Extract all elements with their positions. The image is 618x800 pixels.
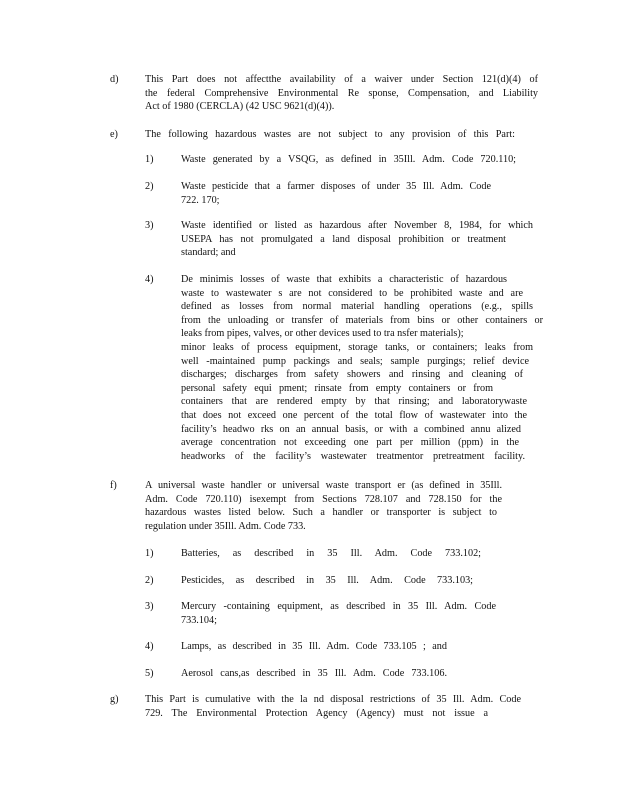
subitem-text	[181, 180, 491, 207]
subitem-text	[181, 667, 447, 681]
text-line: regulation under 35Ill. Adm. Code 733.	[145, 520, 306, 532]
subitem-label: 2)	[145, 575, 154, 586]
subitem-label: 5)	[145, 668, 154, 679]
text-line: Adm. Code 720.110) isexempt from Sections 728.107 and 728.150 for the	[145, 493, 502, 505]
subitem-label: 4)	[145, 641, 154, 652]
subitem-text	[181, 574, 473, 588]
text-line: the federal Comprehensive Environmental Re sponse, Compensation, and Liability	[145, 87, 538, 99]
text-line: Aerosol cans,as described in 35 Ill. Adm. Code 733.106.	[181, 668, 447, 679]
paragraph-label: f)	[110, 480, 117, 491]
text-line: leaks from pipes, valves, or other devices used to tra nsfer materials);	[181, 328, 464, 340]
text-line: Waste generated by a VSQG, as defined in 35Ill. Adm. Code 720.110;	[181, 154, 516, 165]
text-line: A universal waste handler or universal waste transport er (as defined in 35Ill.	[145, 480, 502, 491]
paragraph-text	[145, 128, 515, 142]
text-line: headworks of the facility’s wastewater treatmentor pretreatment facility.	[181, 450, 525, 462]
text-line: hazardous wastes listed below. Such a handler or transporter is subject to	[145, 507, 497, 519]
text-line: 733.104;	[181, 614, 217, 626]
subitem-text	[181, 547, 481, 561]
text-line: Pesticides, as described in 35 Ill. Adm. Code 733.103;	[181, 575, 473, 586]
text-line: average concentration not exceeding one part per million (ppm) in the	[181, 437, 519, 449]
paragraph-text	[145, 73, 538, 114]
subitem-text	[181, 153, 516, 167]
subitem-text	[181, 273, 543, 463]
text-line: Waste identified or listed as hazardous after November 8, 1984, for which	[181, 220, 533, 231]
subitem-label: 1)	[145, 154, 154, 165]
text-line: De minimis losses of waste that exhibits a characteristic of hazardous	[181, 274, 507, 285]
text-line: 729. The Environmental Protection Agency (Agency) must not issue a	[145, 707, 488, 719]
text-line: Act of 1980 (CERCLA) (42 USC 9621(d)(4)).	[145, 101, 335, 113]
text-line: Lamps, as described in 35 Ill. Adm. Code 733.105 ; and	[181, 641, 447, 652]
text-line: that does not exceed one percent of the total flow of wastewater into the	[181, 409, 527, 421]
text-line: Waste pesticide that a farmer disposes of under 35 Ill. Adm. Code	[181, 181, 491, 192]
text-line: The following hazardous wastes are not subject to any provision of this Part:	[145, 129, 515, 140]
subitem-text	[181, 640, 447, 654]
text-line: discharges; discharges from safety showers and rinsing and cleaning of	[181, 369, 523, 381]
text-line: waste to wastewater s are not considered to be prohibited waste and are	[181, 287, 523, 299]
subitem-label: 2)	[145, 181, 154, 192]
text-line: minor leaks of process equipment, storage tanks, or containers; leaks from	[181, 341, 533, 353]
text-line: USEPA has not promulgated a land disposal prohibition or treatment	[181, 233, 506, 245]
text-line: standard; and	[181, 247, 236, 259]
subitem-text	[181, 219, 533, 260]
subitem-label: 3)	[145, 220, 154, 231]
text-line: containers that are rendered empty by that rinsing; and laboratorywaste	[181, 396, 527, 408]
paragraph-label: g)	[110, 694, 119, 705]
paragraph-text	[145, 479, 502, 533]
text-line: personal safety equi pment; rinsate from empty containers or from	[181, 382, 493, 394]
text-line: from the unloading or transfer of materials from bins or other containers or	[181, 314, 543, 326]
text-line: defined as losses from normal material handling operations (e.g., spills	[181, 301, 533, 313]
text-line: This Part does not affectthe availability of a waiver under Section 121(d)(4) of	[145, 74, 538, 85]
text-line: This Part is cumulative with the la nd disposal restrictions of 35 Ill. Adm. Code	[145, 694, 521, 705]
text-line: 722. 170;	[181, 194, 220, 206]
text-line: facility’s headwo rks on an annual basis, or with a combined annu alized	[181, 423, 521, 435]
paragraph-text	[145, 693, 521, 720]
paragraph-label: e)	[110, 129, 118, 140]
text-line: well -maintained pump packings and seals; sample purgings; relief device	[181, 355, 529, 367]
subitem-label: 1)	[145, 548, 154, 559]
subitem-text	[181, 600, 496, 627]
paragraph-label: d)	[110, 74, 119, 85]
subitem-label: 4)	[145, 274, 154, 285]
subitem-label: 3)	[145, 601, 154, 612]
text-line: Batteries, as described in 35 Ill. Adm. Code 733.102;	[181, 548, 481, 559]
text-line: Mercury -containing equipment, as described in 35 Ill. Adm. Code	[181, 601, 496, 612]
